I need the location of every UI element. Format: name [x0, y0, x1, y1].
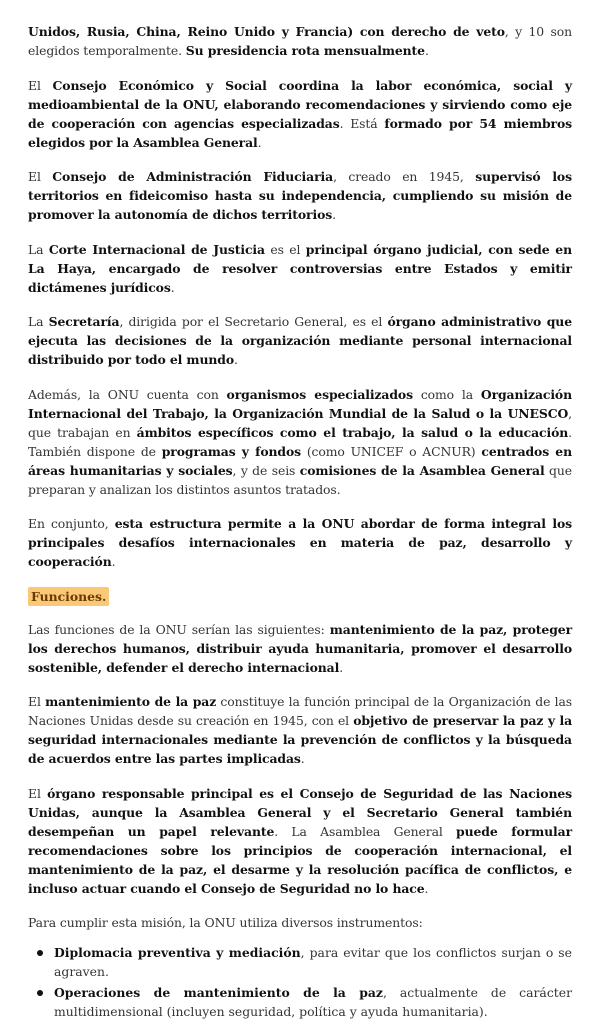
section-heading: Funciones.	[28, 587, 109, 606]
list-item	[28, 943, 572, 981]
text-run: .	[424, 43, 429, 58]
text-run: programas y fondos	[161, 443, 301, 459]
text-run: Para cumplir esta misión, la ONU utiliza diversos instrumentos:	[28, 915, 423, 930]
text-run: La	[28, 314, 49, 329]
bullet-dot-icon	[37, 990, 43, 996]
paragraph	[28, 620, 572, 677]
paragraph	[28, 514, 572, 571]
text-run: . La Asamblea General	[274, 823, 457, 839]
text-run: Además, la ONU cuenta con	[28, 386, 227, 402]
text-run: como la	[412, 386, 481, 402]
text-run: (como UNICEF o ACNUR)	[301, 443, 482, 459]
text-run: centrados en áreas humanitarias y sociales	[28, 443, 572, 478]
text-run: comisiones de la Asamblea General	[299, 462, 545, 478]
text-run: , actualmente de carácter multidimensional (incluyen seguridad, política y ayuda humanitaria).	[54, 985, 572, 1019]
text-run: El	[28, 169, 53, 184]
text-run: órgano administrativo que ejecuta las decisiones de la organización mediante personal internacional distribuido por todo el mundo	[28, 314, 572, 367]
paragraph	[28, 167, 572, 224]
text-run: .	[234, 352, 238, 367]
text-run: .	[339, 659, 344, 675]
text-run: .	[424, 880, 429, 896]
text-run: El	[28, 694, 46, 709]
text-run: Consejo de Administración Fiduciaria	[52, 169, 334, 184]
paragraph	[28, 784, 572, 898]
text-run: objetivo de preservar la paz y la seguridad internacionales mediante la prevención de conflictos y la búsqueda de acuerdos entre las partes implicadas	[28, 713, 572, 766]
text-run: ámbitos específicos como el trabajo, la salud o la educación	[136, 424, 569, 440]
text-run: Corte Internacional de Justicia	[48, 241, 265, 257]
text-run: .	[332, 207, 336, 222]
text-run: Organización Internacional del Trabajo, la Organización Mundial de la Salud o la UNESCO	[28, 386, 572, 421]
text-run: , creado en 1945,	[333, 169, 476, 184]
text-run: Unidos, Rusia, China, Reino Unido y Francia) con derecho de veto	[28, 24, 505, 39]
paragraph	[28, 76, 572, 152]
text-run: Operaciones de mantenimiento de la paz	[54, 985, 383, 1000]
paragraph	[28, 240, 572, 297]
text-run: .	[170, 279, 175, 295]
paragraph	[28, 913, 572, 932]
text-run: , y de seis	[232, 462, 300, 478]
text-run: mantenimiento de la paz, proteger los derechos humanos, distribuir ayuda humanitaria, promover el desarrollo sostenible, defender el derecho internacional	[28, 621, 572, 675]
text-run: que preparan y analizan los distintos asuntos tratados.	[28, 462, 572, 497]
text-run: , para evitar que los conflictos surjan o se agraven.	[54, 945, 573, 979]
text-run: formado por 54 miembros elegidos por la Asamblea General	[28, 115, 573, 150]
text-run: El	[28, 785, 48, 801]
text-run: , que trabajan en	[28, 405, 572, 440]
text-run: , y 10 son elegidos temporalmente.	[28, 24, 573, 58]
text-run: puede formular recomendaciones sobre los principios de cooperación internacional, el mantenimiento de la paz, el desarme y la resolución pacífica de conflictos, e incluso actuar cuando el Consejo de Seguridad no lo hace	[28, 823, 572, 896]
text-run: En conjunto,	[28, 516, 115, 531]
text-run: Las funciones de la ONU serían las siguientes:	[28, 621, 330, 637]
bullet-list	[28, 943, 572, 1021]
text-run: . Está	[339, 115, 385, 131]
paragraph	[28, 385, 572, 499]
text-run: .	[257, 134, 262, 150]
text-run: Secretaría	[48, 314, 120, 329]
text-run: constituye la función principal de la Organización de las Naciones Unidas desde su creación en 1945, con el	[28, 694, 572, 728]
section-heading-row	[28, 587, 572, 606]
text-run: . También dispone de	[28, 424, 573, 459]
list-item	[28, 983, 572, 1021]
text-run: supervisó los territorios en fideicomiso hasta su independencia, cumpliendo su misión de promover la autonomía de dichos territorios	[28, 169, 572, 222]
bullet-dot-icon	[37, 950, 43, 956]
text-run: esta estructura permite a la ONU abordar de forma integral los principales desafíos internacionales en materia de paz, desarrollo y cooperación	[28, 516, 572, 569]
text-run: .	[300, 751, 305, 766]
text-run: Consejo Económico y Social coordina la labor económica, social y medioambiental de la ONU, elaborando recomendaciones y sirviendo como eje de cooperación con agencias especializadas	[28, 77, 572, 131]
text-run: Su presidencia rota mensualmente	[185, 43, 425, 58]
text-run: La	[28, 241, 49, 257]
text-run: organismos especializados	[226, 386, 413, 402]
text-run: principal órgano judicial, con sede en La Haya, encargado de resolver controversias entre Estados y emitir dictámenes jurídicos	[28, 241, 572, 295]
text-run: , dirigida por el Secretario General, es el	[119, 314, 388, 329]
text-run: es el	[264, 241, 306, 257]
text-run: mantenimiento de la paz	[45, 694, 217, 709]
text-run: .	[111, 554, 116, 569]
text-run: El	[28, 77, 53, 93]
paragraph	[28, 692, 572, 768]
paragraph	[28, 312, 572, 369]
paragraph	[28, 22, 572, 60]
text-run: órgano responsable principal es el Consejo de Seguridad de las Naciones Unidas, aunque la Asamblea General y el Secretario General también desempeñan un papel relevante	[28, 785, 573, 839]
text-run: Diplomacia preventiva y mediación	[54, 945, 301, 960]
